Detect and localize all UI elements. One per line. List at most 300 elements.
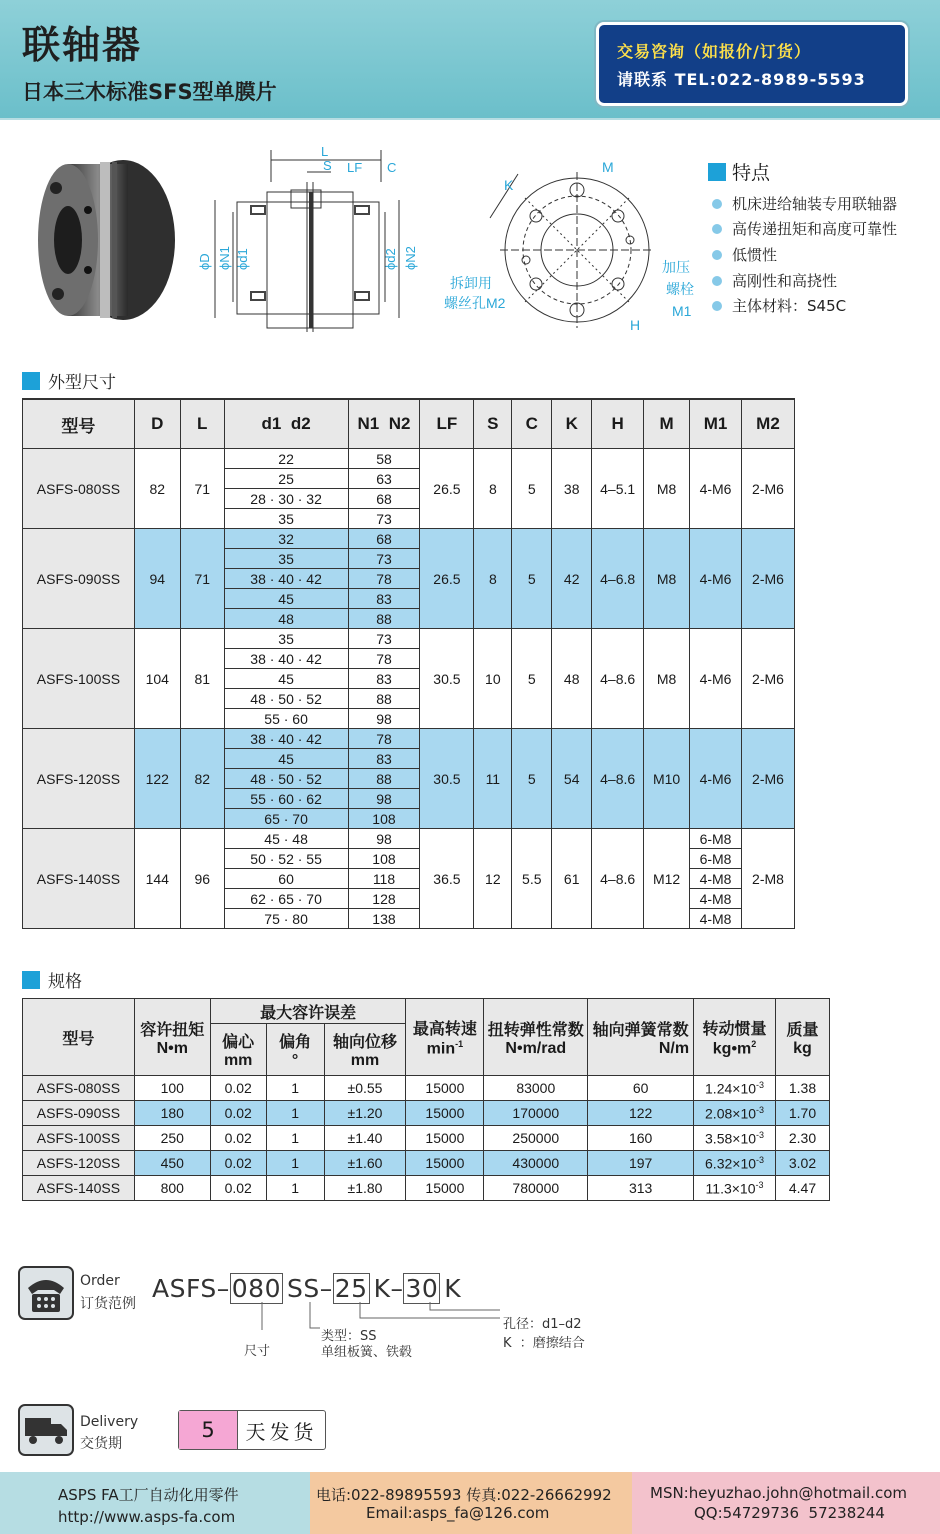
table-cell: 96 xyxy=(180,829,224,929)
bullet-icon xyxy=(712,301,722,311)
press-bolt-label-2: 螺栓 xyxy=(666,281,694,297)
col-header xyxy=(694,999,776,1076)
order-label-en: Order xyxy=(80,1273,120,1289)
model-cell: ASFS-090SS xyxy=(23,1101,135,1126)
inertia-value: 6.32×10 xyxy=(705,1155,757,1172)
col-header: M2 xyxy=(741,399,794,449)
header-line: N•m xyxy=(156,1039,188,1057)
table-cell: 54 xyxy=(552,729,592,829)
table-cell: 1.70 xyxy=(776,1101,830,1126)
table-cell: ±1.40 xyxy=(324,1126,406,1151)
footer-company-block xyxy=(0,1472,310,1534)
inertia-exponent: -3 xyxy=(756,1104,765,1115)
remove-hole-label-2: 螺丝孔M2 xyxy=(444,295,506,311)
dim-K: K xyxy=(504,177,514,193)
table-cell: 122 xyxy=(588,1101,694,1126)
table-cell: 71 xyxy=(180,449,224,529)
table-cell: 4–5.1 xyxy=(592,449,644,529)
spec-title-text: 规格 xyxy=(48,972,82,992)
table-cell: 313 xyxy=(588,1176,694,1201)
inertia-value: 2.08×10 xyxy=(705,1105,757,1122)
table-cell: 450 xyxy=(134,1151,210,1176)
table-cell: 4-M6 xyxy=(690,529,742,629)
header-line: kg xyxy=(793,1039,812,1057)
dim-N2: ϕN2 xyxy=(403,246,418,270)
dim-D: ϕD xyxy=(197,253,212,270)
col-header: K xyxy=(552,399,592,449)
table-cell: 108 xyxy=(348,849,420,869)
table-cell xyxy=(694,1176,776,1201)
table-cell: 8 xyxy=(474,449,512,529)
table-cell: 48 xyxy=(224,609,348,629)
table-cell: 73 xyxy=(348,549,420,569)
table-cell: 48 xyxy=(552,629,592,729)
dim-L: L xyxy=(321,144,329,159)
table-cell: 35 xyxy=(224,509,348,529)
dim-M: M xyxy=(602,159,614,175)
table-cell: 45 xyxy=(224,669,348,689)
header-line: 转动惯量 xyxy=(702,1020,767,1038)
dim-d1: ϕd1 xyxy=(235,248,250,270)
table-cell: 83000 xyxy=(484,1076,588,1101)
table-cell: 98 xyxy=(348,709,420,729)
table-cell: 88 xyxy=(348,609,420,629)
table-cell: M8 xyxy=(644,629,690,729)
header-unit: kg•m xyxy=(712,1040,752,1058)
table-cell: 88 xyxy=(348,769,420,789)
code-d2: 30 xyxy=(405,1274,439,1303)
model-cell: ASFS-090SS xyxy=(23,529,135,629)
contact-line-1: 交易咨询（如报价/订货） xyxy=(617,42,811,61)
model-cell: ASFS-100SS xyxy=(23,629,135,729)
table-row xyxy=(23,1126,830,1151)
table-cell: 0.02 xyxy=(210,1126,266,1151)
order-note-k: K ：磨擦结合 xyxy=(503,1336,585,1351)
table-row xyxy=(23,1101,830,1126)
press-bolt-label-1: 加压 xyxy=(662,259,690,275)
header-line: N•m/rad xyxy=(505,1039,567,1057)
col-header: L xyxy=(180,399,224,449)
col-header: N1 N2 xyxy=(348,399,420,449)
table-cell: 104 xyxy=(134,629,180,729)
inertia-value: 3.58×10 xyxy=(705,1130,757,1147)
header-exponent: -1 xyxy=(455,1038,464,1049)
table-cell: 32 xyxy=(224,529,348,549)
table-cell: 35 xyxy=(224,549,348,569)
col-header: d1 d2 xyxy=(224,399,348,449)
front-view-drawing xyxy=(440,150,700,340)
table-cell: 4-M6 xyxy=(690,449,742,529)
table-cell: 1 xyxy=(266,1176,324,1201)
table-cell: 4–8.6 xyxy=(592,629,644,729)
col-header: LF xyxy=(420,399,474,449)
table-cell: 68 xyxy=(348,489,420,509)
table-cell: 800 xyxy=(134,1176,210,1201)
table-cell: 73 xyxy=(348,509,420,529)
col-header xyxy=(266,1024,324,1076)
table-cell: 780000 xyxy=(484,1176,588,1201)
table-row xyxy=(23,729,795,749)
table-cell: 100 xyxy=(134,1076,210,1101)
table-cell: 0.02 xyxy=(210,1076,266,1101)
table-cell: 122 xyxy=(134,729,180,829)
table-row xyxy=(23,1076,830,1101)
dim-LF: LF xyxy=(347,160,363,175)
header-line: 偏角 xyxy=(279,1034,312,1051)
press-bolt-label-3: M1 xyxy=(672,303,692,319)
feature-item xyxy=(712,244,777,265)
table-cell: 63 xyxy=(348,469,420,489)
table-cell: M8 xyxy=(644,449,690,529)
table-header-row xyxy=(23,399,795,449)
features-title-text: 特点 xyxy=(732,162,771,184)
dim-N1: ϕN1 xyxy=(217,246,232,270)
table-cell: 4-M8 xyxy=(690,869,742,889)
table-cell: 5.5 xyxy=(512,829,552,929)
table-cell: 45 · 48 xyxy=(224,829,348,849)
code-k1: K– xyxy=(373,1274,404,1303)
footer-im-block xyxy=(632,1472,940,1534)
table-cell: 73 xyxy=(348,629,420,649)
table-cell: 1 xyxy=(266,1101,324,1126)
table-cell: 4-M6 xyxy=(690,729,742,829)
table-cell: 68 xyxy=(348,529,420,549)
model-cell: ASFS-120SS xyxy=(23,729,135,829)
table-cell: 36.5 xyxy=(420,829,474,929)
col-header xyxy=(776,999,830,1076)
feature-item xyxy=(712,218,897,239)
table-cell: 8 xyxy=(474,529,512,629)
table-cell: 4–8.6 xyxy=(592,729,644,829)
table-cell: 38 · 40 · 42 xyxy=(224,649,348,669)
feature-item xyxy=(712,270,837,291)
model-cell: ASFS-140SS xyxy=(23,1176,135,1201)
header-line: 容许扭矩 xyxy=(140,1021,205,1039)
feature-item xyxy=(712,193,897,214)
table-cell: 2-M6 xyxy=(741,449,794,529)
code-k2: K xyxy=(444,1274,462,1303)
table-header-row xyxy=(23,999,830,1024)
table-cell: 38 · 40 · 42 xyxy=(224,729,348,749)
spec-section-title xyxy=(22,967,82,992)
footer-email[interactable]: Email:asps_fa@126.com xyxy=(366,1504,550,1522)
table-cell: 15000 xyxy=(406,1176,484,1201)
table-cell: 3.02 xyxy=(776,1151,830,1176)
table-cell: 2-M6 xyxy=(741,629,794,729)
table-cell: 6-M8 xyxy=(690,849,742,869)
model-cell: ASFS-080SS xyxy=(23,449,135,529)
col-header: M xyxy=(644,399,690,449)
table-cell: 430000 xyxy=(484,1151,588,1176)
table-cell: 60 xyxy=(588,1076,694,1101)
table-row xyxy=(23,1176,830,1201)
model-cell: ASFS-080SS xyxy=(23,1076,135,1101)
table-cell: 58 xyxy=(348,449,420,469)
table-cell: 26.5 xyxy=(420,529,474,629)
table-cell: 38 xyxy=(552,449,592,529)
side-view-drawing xyxy=(195,142,418,342)
header-line: ° xyxy=(291,1052,299,1069)
dim-H: H xyxy=(630,317,641,333)
table-cell: 2-M6 xyxy=(741,529,794,629)
table-cell: M10 xyxy=(644,729,690,829)
inertia-exponent: -3 xyxy=(755,1179,764,1190)
model-cell: ASFS-120SS xyxy=(23,1151,135,1176)
table-cell: 118 xyxy=(348,869,420,889)
footer xyxy=(0,1472,940,1534)
table-cell: 4.47 xyxy=(776,1176,830,1201)
dimensions-title-text: 外型尺寸 xyxy=(48,373,116,393)
table-cell: 6-M8 xyxy=(690,829,742,849)
table-cell: 38 · 40 · 42 xyxy=(224,569,348,589)
code-size: 080 xyxy=(231,1274,281,1303)
dim-d2: ϕd2 xyxy=(383,248,398,270)
table-cell: 55 · 60 xyxy=(224,709,348,729)
order-note-bore: 孔径：d1–d2 xyxy=(503,1317,582,1332)
contact-box xyxy=(596,22,908,106)
table-cell: M8 xyxy=(644,529,690,629)
header-line: mm xyxy=(350,1052,380,1069)
table-cell: 1.38 xyxy=(776,1076,830,1101)
table-cell: 61 xyxy=(552,829,592,929)
table-cell: 1 xyxy=(266,1126,324,1151)
remove-hole-label-1: 拆卸用 xyxy=(450,275,492,291)
table-cell: 75 · 80 xyxy=(224,909,348,929)
table-cell: 15000 xyxy=(406,1101,484,1126)
col-header: M1 xyxy=(690,399,742,449)
dimensions-table xyxy=(22,398,795,929)
table-cell: 88 xyxy=(348,689,420,709)
table-cell: 65 · 70 xyxy=(224,809,348,829)
table-cell: 83 xyxy=(348,669,420,689)
section-marker-icon xyxy=(22,971,40,989)
feature-text: 高传递扭矩和高度可靠性 xyxy=(732,220,898,238)
table-cell: 62 · 65 · 70 xyxy=(224,889,348,909)
table-cell: 35 xyxy=(224,629,348,649)
header-line: 偏心 xyxy=(222,1034,255,1051)
table-cell: 78 xyxy=(348,729,420,749)
header-banner xyxy=(0,0,940,120)
order-label-cn: 订货范例 xyxy=(80,1296,136,1312)
coupling-photo xyxy=(28,150,178,330)
contact-phone[interactable]: 请联系 TEL:022-8989-5593 xyxy=(617,70,866,89)
table-cell: 138 xyxy=(348,909,420,929)
table-cell: 55 · 60 · 62 xyxy=(224,789,348,809)
table-cell: 4-M8 xyxy=(690,909,742,929)
table-cell: 5 xyxy=(512,529,552,629)
table-cell: 78 xyxy=(348,569,420,589)
table-cell: 83 xyxy=(348,589,420,609)
col-header: 型号 xyxy=(23,399,135,449)
table-cell: 180 xyxy=(134,1101,210,1126)
table-cell: 4-M8 xyxy=(690,889,742,909)
table-cell: 128 xyxy=(348,889,420,909)
footer-company: ASPS FA工厂自动化用零件 xyxy=(58,1486,239,1504)
col-header xyxy=(134,999,210,1076)
table-cell: 78 xyxy=(348,649,420,669)
table-cell: 5 xyxy=(512,629,552,729)
header-line: 轴向位移 xyxy=(332,1034,397,1051)
col-header xyxy=(210,1024,266,1076)
delivery-label-cn: 交货期 xyxy=(80,1436,122,1452)
inertia-exponent: -3 xyxy=(756,1154,765,1165)
order-code xyxy=(152,1274,461,1303)
bullet-icon xyxy=(712,276,722,286)
footer-qq: QQ:54729736 57238244 xyxy=(694,1504,885,1522)
table-cell: 1 xyxy=(266,1076,324,1101)
spec-table xyxy=(22,998,830,1201)
col-header: 最大容许误差 xyxy=(210,999,406,1024)
delivery-days-text: 天发货 xyxy=(245,1419,318,1444)
feature-text: 低惯性 xyxy=(732,246,778,264)
table-cell: 0.02 xyxy=(210,1176,266,1201)
table-cell: 81 xyxy=(180,629,224,729)
header-line: 轴向弹簧常数 xyxy=(592,1021,689,1039)
table-cell: 5 xyxy=(512,449,552,529)
table-cell: 4–6.8 xyxy=(592,529,644,629)
footer-phone-block xyxy=(310,1472,632,1534)
table-row xyxy=(23,629,795,649)
delivery-box xyxy=(178,1410,326,1450)
table-cell: 82 xyxy=(180,729,224,829)
table-cell: ±1.80 xyxy=(324,1176,406,1201)
inertia-exponent: -3 xyxy=(756,1129,765,1140)
header-unit: min xyxy=(426,1040,456,1058)
table-cell: 4-M6 xyxy=(690,629,742,729)
table-cell: 160 xyxy=(588,1126,694,1151)
table-cell: 83 xyxy=(348,749,420,769)
table-cell: ±1.60 xyxy=(324,1151,406,1176)
col-header: 型号 xyxy=(23,999,135,1076)
table-row xyxy=(23,829,795,849)
col-header: D xyxy=(134,399,180,449)
col-header: H xyxy=(592,399,644,449)
feature-text: 机床进给轴装专用联轴器 xyxy=(732,195,898,213)
table-cell: 15000 xyxy=(406,1126,484,1151)
table-cell: 22 xyxy=(224,449,348,469)
table-cell: M12 xyxy=(644,829,690,929)
bullet-icon xyxy=(712,224,722,234)
col-header xyxy=(484,999,588,1076)
feature-text: 主体材料：S45C xyxy=(732,297,847,315)
inertia-exponent: -3 xyxy=(756,1079,765,1090)
table-cell: 26.5 xyxy=(420,449,474,529)
table-cell: 60 xyxy=(224,869,348,889)
footer-msn: MSN:heyuzhao.john@hotmail.com xyxy=(650,1484,907,1502)
table-cell: 2-M6 xyxy=(741,729,794,829)
col-header: S xyxy=(474,399,512,449)
header-line: 扭转弹性常数 xyxy=(487,1021,584,1039)
feature-text: 高刚性和高挠性 xyxy=(732,272,838,290)
table-cell: 2.30 xyxy=(776,1126,830,1151)
order-note-type-2: 单组板簧、铁毂 xyxy=(321,1345,413,1360)
table-cell: 28 · 30 · 32 xyxy=(224,489,348,509)
dim-C: C xyxy=(387,160,397,175)
table-cell: 48 · 50 · 52 xyxy=(224,769,348,789)
table-cell: 0.02 xyxy=(210,1151,266,1176)
model-cell: ASFS-140SS xyxy=(23,829,135,929)
table-cell: 144 xyxy=(134,829,180,929)
table-cell: 10 xyxy=(474,629,512,729)
table-cell xyxy=(694,1101,776,1126)
header-line xyxy=(694,1039,775,1058)
table-cell: 15000 xyxy=(406,1151,484,1176)
order-note-type-1: 类型：SS xyxy=(321,1329,377,1344)
col-header xyxy=(406,999,484,1076)
table-cell: 15000 xyxy=(406,1076,484,1101)
model-cell: ASFS-100SS xyxy=(23,1126,135,1151)
table-cell: 5 xyxy=(512,729,552,829)
dim-S: S xyxy=(323,158,332,173)
order-note-size: 尺寸 xyxy=(244,1344,271,1359)
table-cell: 25 xyxy=(224,469,348,489)
table-cell: 50 · 52 · 55 xyxy=(224,849,348,869)
table-cell: 48 · 50 · 52 xyxy=(224,689,348,709)
table-cell xyxy=(694,1126,776,1151)
table-cell: 94 xyxy=(134,529,180,629)
footer-tel: 电话:022-89895593 传真:022-26662992 xyxy=(316,1486,612,1504)
table-cell: 30.5 xyxy=(420,729,474,829)
section-marker-icon xyxy=(708,163,726,181)
table-cell: 2-M8 xyxy=(741,829,794,929)
table-cell: 45 xyxy=(224,589,348,609)
code-d1: 25 xyxy=(334,1274,368,1303)
table-cell: 0.02 xyxy=(210,1101,266,1126)
table-cell: ±0.55 xyxy=(324,1076,406,1101)
table-row xyxy=(23,529,795,549)
table-cell: 98 xyxy=(348,829,420,849)
table-cell: ±1.20 xyxy=(324,1101,406,1126)
header-line: 质量 xyxy=(786,1021,819,1039)
table-cell: 42 xyxy=(552,529,592,629)
table-cell: 4–8.6 xyxy=(592,829,644,929)
header-line xyxy=(406,1039,483,1058)
footer-website[interactable]: http://www.asps-fa.com xyxy=(58,1508,236,1526)
col-header: C xyxy=(512,399,552,449)
table-cell xyxy=(694,1151,776,1176)
table-cell: 250000 xyxy=(484,1126,588,1151)
phone-icon xyxy=(18,1266,74,1320)
inertia-value: 1.24×10 xyxy=(705,1080,757,1097)
table-cell: 30.5 xyxy=(420,629,474,729)
table-cell: 82 xyxy=(134,449,180,529)
code-type: SS– xyxy=(287,1274,333,1303)
page-title: 联轴器 xyxy=(22,23,143,67)
table-cell: 197 xyxy=(588,1151,694,1176)
table-cell: 250 xyxy=(134,1126,210,1151)
delivery-days: 5 xyxy=(179,1411,238,1449)
section-marker-icon xyxy=(22,372,40,390)
bullet-icon xyxy=(712,250,722,260)
header-exponent: 2 xyxy=(751,1038,757,1049)
table-cell: 1 xyxy=(266,1151,324,1176)
table-cell: 108 xyxy=(348,809,420,829)
header-line: mm xyxy=(223,1052,253,1069)
header-line: N/m xyxy=(658,1039,690,1057)
code-prefix: ASFS– xyxy=(152,1274,230,1303)
features-title xyxy=(708,158,770,185)
delivery-label-en: Delivery xyxy=(80,1414,139,1430)
table-cell: 71 xyxy=(180,529,224,629)
header-line: 最高转速 xyxy=(412,1020,477,1038)
table-cell: 170000 xyxy=(484,1101,588,1126)
table-row xyxy=(23,1151,830,1176)
feature-item xyxy=(712,295,846,316)
table-cell: 98 xyxy=(348,789,420,809)
page-subtitle: 日本三木标准SFS型单膜片 xyxy=(22,80,277,104)
table-cell: 11 xyxy=(474,729,512,829)
dimensions-section-title xyxy=(22,368,116,393)
